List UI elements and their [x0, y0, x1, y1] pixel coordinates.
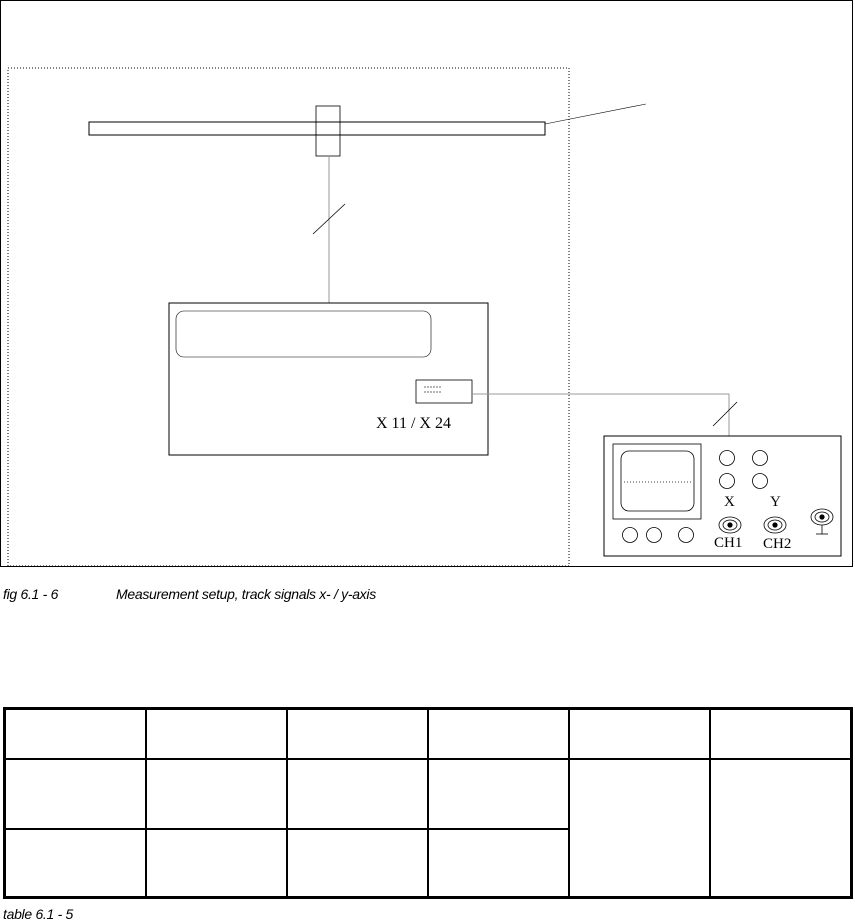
connector-pins — [424, 386, 440, 392]
scope-label-ch2: CH2 — [763, 536, 792, 552]
connector-label: X 11 / X 24 — [376, 415, 451, 432]
table-cell — [5, 759, 146, 829]
signals-table — [3, 707, 853, 899]
reading-head — [316, 106, 340, 156]
table-cell-merged — [710, 759, 851, 898]
connector-port — [416, 380, 472, 403]
table-cell — [569, 709, 710, 760]
scope-screen-bezel — [613, 444, 701, 519]
scope-cable-slash — [713, 402, 737, 426]
figure-number: fig 6.1 - 6 — [3, 586, 59, 602]
table-cell — [428, 709, 569, 760]
scope-inputs — [719, 509, 833, 534]
table-cell — [710, 709, 851, 760]
rail-leader-line — [545, 104, 646, 124]
table-row — [5, 759, 852, 829]
table-cell — [5, 829, 146, 898]
table-cell — [287, 759, 428, 829]
table-cell — [287, 829, 428, 898]
scope-label-ch1: CH1 — [714, 535, 743, 551]
machine-boundary — [8, 68, 569, 566]
table-cell — [146, 759, 287, 829]
control-unit — [169, 303, 488, 455]
scope-label-y: Y — [770, 494, 781, 510]
figure-title: Measurement setup, track signals x- / y-axis — [116, 586, 376, 602]
table-cell — [287, 709, 428, 760]
scope-screen — [621, 451, 694, 511]
table-cell — [146, 709, 287, 760]
table-cell — [146, 829, 287, 898]
scope-label-x: X — [724, 494, 735, 510]
table-caption: table 6.1 - 5 — [3, 906, 74, 922]
table-cell — [5, 709, 146, 760]
scope-knobs — [623, 451, 768, 543]
control-unit-display — [176, 311, 431, 357]
table-cell-merged — [569, 759, 710, 898]
table-header-row — [5, 709, 852, 760]
scale-rail — [89, 122, 545, 135]
scope-cable — [472, 394, 729, 436]
table-cell — [428, 759, 569, 829]
figure-frame — [1, 1, 853, 567]
table-cell — [428, 829, 569, 898]
